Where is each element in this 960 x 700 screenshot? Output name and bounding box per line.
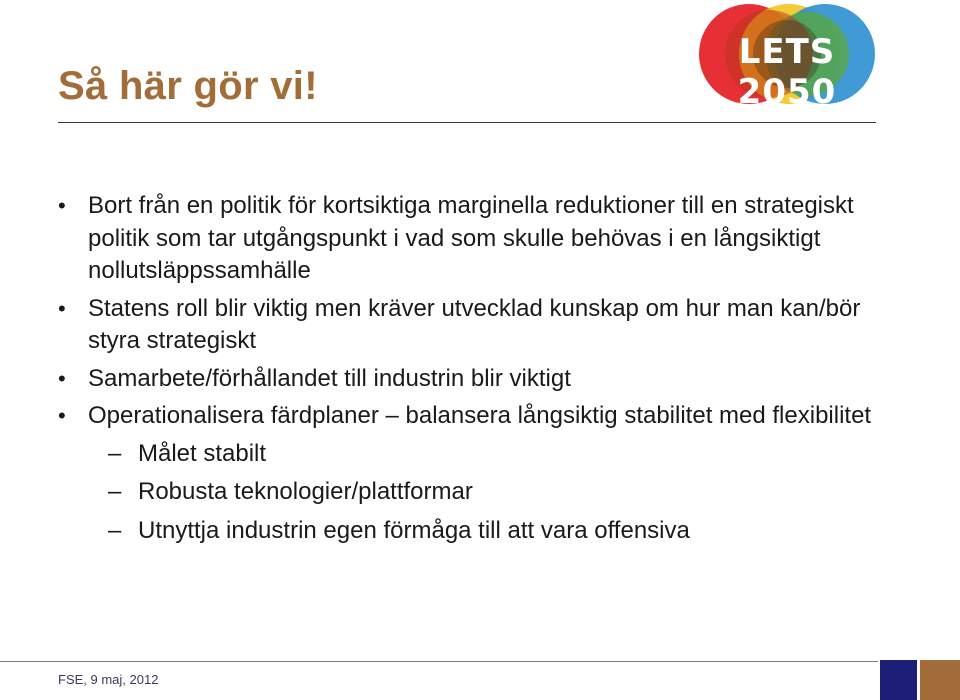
bullet-text: Operationalisera färdplaner – balansera långsiktig stabilitet med flexibilitet	[88, 402, 872, 429]
bullet-item	[58, 400, 878, 433]
sub-bullet-item	[58, 515, 878, 548]
logo-text: LETS 2050	[737, 32, 837, 112]
bullet-dot-icon: •	[58, 193, 66, 218]
bullet-item	[58, 190, 878, 288]
bullet-item	[58, 363, 878, 396]
bullet-dot-icon: •	[58, 403, 66, 428]
bullet-text: Samarbete/förhållandet till industrin blir viktigt	[88, 364, 571, 392]
sub-bullet-item	[58, 476, 878, 509]
slide-title: Så här gör vi!	[58, 64, 318, 108]
footer-divider	[0, 661, 878, 662]
sub-bullet-text: Robusta teknologier/plattformar	[138, 478, 473, 505]
lets2050-logo	[697, 2, 877, 112]
footer-text: FSE, 9 maj, 2012	[58, 672, 159, 687]
bullet-dot-icon: •	[58, 365, 66, 391]
sub-bullet-text: Målet stabilt	[138, 439, 267, 467]
title-divider	[58, 122, 876, 123]
sub-bullet-item	[58, 438, 878, 471]
sub-bullet-text: Utnyttja industrin egen förmåga till att vara offensiva	[138, 516, 690, 544]
bullet-text: Bort från en politik för kortsiktiga marginella reduktioner till en strategiskt politik som tar utgångspunkt i vad som skulle behövas i en långsiktigt nollutsläppssamhälle	[88, 192, 854, 284]
bullet-text: Statens roll blir viktig men kräver utvecklad kunskap om hur man kan/bör styra strategiskt	[88, 294, 861, 354]
footer-blue-square	[880, 660, 917, 700]
dash-icon: –	[108, 439, 122, 467]
bullet-dot-icon: •	[58, 295, 66, 321]
footer-brown-square	[920, 660, 960, 700]
bullet-item	[58, 293, 878, 358]
dash-icon: –	[108, 478, 122, 505]
dash-icon: –	[108, 516, 122, 544]
bullet-list	[58, 190, 878, 553]
